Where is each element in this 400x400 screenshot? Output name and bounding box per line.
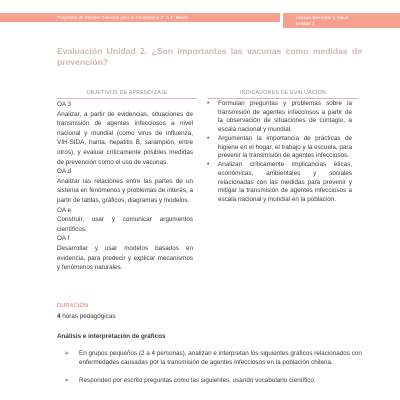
indicator-text: Argumentan la importancia de prácticas de higiene en el hogar, el trabajo y la escuela, para prevenir la transmisión de agentes infecciosos. — [218, 135, 352, 160]
bullet-icon: • — [207, 161, 210, 169]
objective-code: OA 3 — [57, 101, 72, 108]
arrow-right-icon: ➢ — [64, 376, 70, 384]
indicator-text: Analizan críticamente implicancias éticas, económicas, ambientales y sociales relacionadas con las medidas para prevenir y mitigar la transmisión de agentes infecciosos a escala nacional y mundial en la población. — [218, 161, 352, 204]
objectives-column — [57, 100, 193, 273]
indicator-item — [205, 135, 352, 161]
objectives-divider — [57, 98, 197, 99]
objective-code: OA f — [57, 235, 70, 243]
objective-code: OA d — [57, 168, 72, 176]
objective-text: Analizar, a partir de evidencias, situaciones de transmisión de agentes infecciosos a nivel nacional y mundial (como virus de influenza, VIH-SIDA, hanta, hepatitis B, sarampión, entre otros), y evaluar críticamente posibles medidas de prevención como el uso de vacunas. — [57, 110, 193, 166]
objective-text: Construir, usar y comunicar argumentos científicos. — [57, 216, 193, 233]
activity-item — [62, 376, 362, 385]
activity-list — [62, 349, 362, 393]
activity-text: Responden por escrito preguntas como las siguientes, usando vocabulario científico. — [79, 376, 316, 384]
bullet-icon: • — [207, 100, 210, 107]
page-title: Evaluación Unidad 2. ¿Son importantes las vacunas como medidas de prevención? — [57, 46, 362, 67]
header-bar — [0, 13, 400, 28]
objective-code: OA e — [57, 206, 72, 214]
indicators-divider — [208, 98, 358, 99]
objectives-heading: OBJETIVOS DE APRENDIZAJE — [86, 90, 168, 96]
bullet-icon: • — [207, 135, 210, 142]
section-heading: Análisis e interpretación de gráficos — [57, 333, 166, 340]
duration-value — [57, 313, 115, 321]
indicators-heading: INDICADORES DE EVALUACIÓN — [240, 90, 326, 96]
objective-text: Desarrollar y usar modelos basados en evidencia, para predecir y explicar mecanismos y fenómenos naturales. — [57, 244, 193, 272]
duration-unit: horas pedagógicas — [62, 313, 116, 320]
unit-title: Unidad 2 — [296, 20, 315, 26]
program-title: Programa de Estudio Ciencias para la Ciudadanía 3° o 4° Medio — [57, 15, 189, 20]
duration-label: DURACIÓN — [57, 303, 89, 309]
indicator-item — [205, 161, 352, 205]
activity-item — [62, 349, 362, 368]
indicator-item — [205, 100, 352, 135]
module-title: Módulo Bienestar y Salud — [296, 14, 349, 20]
module-banner — [283, 13, 400, 28]
objective-text: Analizar las relaciones entre las partes de un sistema en fenómenos y problemas de interés, a partir de tablas, gráficos, diagramas y modelos. — [57, 177, 193, 204]
indicator-text: Formulan preguntas y problemas sobre la transmisión de agentes infecciosos a partir de la observación de situaciones de contagio, a escala nacional y mundial. — [218, 100, 352, 134]
activity-text: En grupos pequeños (2 a 4 personas), analizan e interpretan los siguientes gráficos relacionados con enfermedades causadas por la transmisión de agentes infecciosos en la población chilena. — [79, 350, 362, 367]
program-banner — [0, 13, 280, 22]
duration-hours: 4 — [57, 313, 61, 320]
arrow-right-icon: ➢ — [64, 350, 70, 357]
indicators-list — [205, 100, 352, 205]
